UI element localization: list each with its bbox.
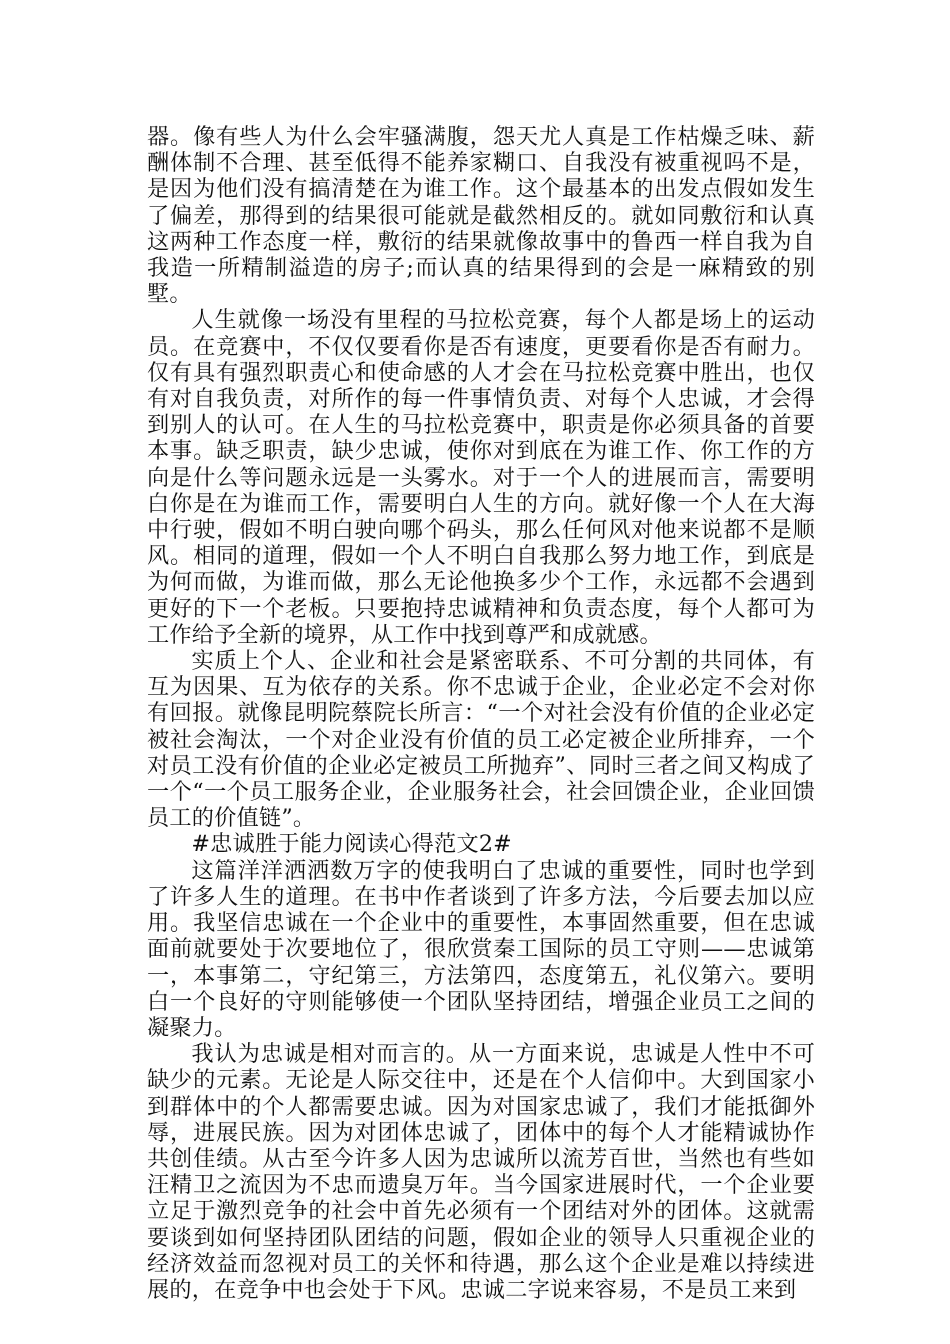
paragraph-1: 器。像有些人为什么会牢骚满腹，怨天尤人真是工作枯燥乏味、薪酬体制不合理、甚至低得不能养家糊口、自我没有被重视吗不是，是因为他们没有搞清楚在为谁工作。这个最基本的出发点假如发生了偏差，那得到的结果很可能就是截然相反的。就如同敷衍和认真这两种工作态度一样，敷衍的结果就像故事中的鲁西一样自我为自我造一所精制溢造的房子;而认真的结果得到的会是一麻精致的别墅。 — [147, 124, 815, 308]
paragraph-2: 人生就像一场没有里程的马拉松竞赛，每个人都是场上的运动员。在竞赛中，不仅仅要看你是否有速度，更要看你是否有耐力。仅有具有强烈职责心和使命感的人才会在马拉松竞赛中胜出，也仅有对自我负责，对所作的每一件事情负责、对每个人忠诚，才会得到别人的认可。在人生的马拉松竞赛中，职责是你必须具备的首要本事。缺乏职责，缺少忠诚，使你对到底在为谁工作、你工作的方向是什么等问题永远是一头雾水。对于一个人的进展而言，需要明白你是在为谁而工作，需要明白人生的方向。就好像一个人在大海中行驶，假如不明白驶向哪个码头，那么任何风对他来说都不是顺风。相同的道理，假如一个人不明白自我那么努力地工作，到底是为何而做，为谁而做，那么无论他换多少个工作，永远都不会遇到更好的下一个老板。只要抱持忠诚精神和负责态度，每个人都可为工作给予全新的境界，从工作中找到尊严和成就感。 — [147, 307, 815, 648]
paragraph-3: 实质上个人、企业和社会是紧密联系、不可分割的共同体，有互为因果、互为依存的关系。你不忠诚于企业，企业必定不会对你有回报。就像昆明院蔡院长所言：“一个对社会没有价值的企业必定被社会淘汰，一个对企业没有价值的员工必定被企业所排弃，一个对员工没有价值的企业必定被员工所抛弃”、同时三者之间又构成了一个“一个员工服务企业，企业服务社会，社会回馈企业，企业回馈员工的价值链”。 — [147, 648, 815, 832]
paragraph-4: 这篇洋洋洒洒数万字的使我明白了忠诚的重要性，同时也学到了许多人生的道理。在书中作者谈到了许多方法，今后要去加以应用。我坚信忠诚在一个企业中的重要性，本事固然重要，但在忠诚面前就要处于次要地位了，很欣赏秦工国际的员工守则——忠诚第一，本事第二，守纪第三，方法第四，态度第五，礼仪第六。要明白一个良好的守则能够使一个团队坚持团结，增强企业员工之间的凝聚力。 — [147, 857, 815, 1041]
paragraph-5: 我认为忠诚是相对而言的。从一方面来说，忠诚是人性中不可缺少的元素。无论是人际交往中，还是在个人信仰中。大到国家小到群体中的个人都需要忠诚。因为对国家忠诚了，我们才能抵御外辱，进展民族。因为对团体忠诚了，团体中的每个人才能精诚协作共创佳绩。从古至今许多人因为忠诚所以流芳百世，当然也有些如汪精卫之流因为不忠而遗臭万年。当今国家进展时代，一个企业要立足于激烈竞争的社会中首先必须有一个团结对外的团体。这就需要谈到如何坚持团队团结的问题，假如企业的领导人只重视企业的经济效益而忽视对员工的关怀和待遇，那么这个企业是难以持续进展的，在竞争中也会处于下风。忠诚二字说来容易，不是员工来到 — [147, 1041, 815, 1303]
section-heading: #忠诚胜于能力阅读心得范文2# — [191, 831, 512, 858]
body-text — [147, 124, 815, 1303]
